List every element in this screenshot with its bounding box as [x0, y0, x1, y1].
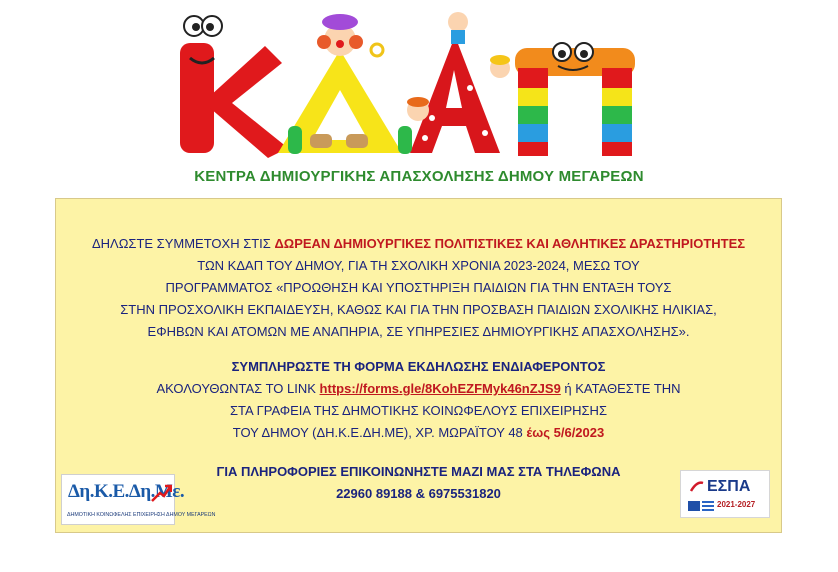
contact-phones: 22960 89188 & 6975531820: [336, 486, 501, 501]
letter-delta-icon: [278, 14, 402, 154]
p2-line4-pre: ΤΟΥ ΔΗΜΟΥ (ΔΗ.Κ.Ε.ΔΗ.ΜΕ), ΧΡ. ΜΩΡΑΪΤΟΥ 48: [232, 425, 527, 440]
dikedime-logo: [61, 474, 216, 525]
letter-alpha-icon: [398, 12, 510, 154]
p1-line1-pre: ΔΗΛΩΣΤΕ ΣΥΜΜΕΤΟΧΗ ΣΤΙΣ: [91, 236, 275, 251]
p2-line4: [56, 425, 781, 440]
p1-line2: ΤΩΝ ΚΔΑΠ ΤΟΥ ΔΗΜΟΥ, ΓΙΑ ΤΗ ΣΧΟΛΙΚΗ ΧΡΟΝΙΑ 2023-2024, ΜΕΣΩ ΤΟΥ: [197, 258, 640, 273]
activities-emphasis: ΔΗΜΙΟΥΡΓΙΚΕΣ ΠΟΛΙΤΙΣΤΙΚΕΣ ΚΑΙ ΑΘΛΗΤΙΚΕΣ ΔΡΑΣΤΗΡΙΟΤΗΤΕΣ: [330, 236, 746, 251]
p1-line4: ΣΤΗΝ ΠΡΟΣΧΟΛΙΚΗ ΕΚΠΑΙΔΕΥΣΗ, ΚΑΘΩΣ ΚΑΙ ΓΙΑ ΤΗΝ ΠΡΟΣΒΑΣΗ ΠΑΙΔΙΩΝ ΣΧΟΛΙΚΗΣ ΗΛΙΚΙΑΣ,: [120, 302, 717, 317]
form-link[interactable]: https://forms.gle/8KohEZFMyk46nZJS9: [319, 381, 561, 396]
p1-line5: ΕΦΗΒΩΝ ΚΑΙ ΑΤΟΜΩΝ ΜΕ ΑΝΑΠΗΡΙΑ, ΣΕ ΥΠΗΡΕΣΙΕΣ ΔΗΜΙΟΥΡΓΙΚΗΣ ΑΠΑΣΧΟΛΗΣΗΣ».: [147, 324, 690, 339]
p2-line2: [56, 381, 781, 396]
free-emphasis: ΔΩΡΕΑΝ: [274, 236, 331, 251]
subtitle: ΚΕΝΤΡΑ ΔΗΜΙΟΥΡΓΙΚΗΣ ΑΠΑΣΧΟΛΗΣΗΣ ΔΗΜΟΥ ΜΕΓΑΡΕΩΝ: [194, 168, 644, 185]
p1-line3: ΠΡΟΓΡΑΜΜΑΤΟΣ «ΠΡΟΩΘΗΣΗ ΚΑΙ ΥΠΟΣΤΗΡΙΞΗ ΠΑΙΔΙΩΝ ΓΙΑ ΤΗΝ ΕΝΤΑΞΗ ΤΟΥΣ: [165, 280, 672, 295]
p1-line1: [56, 236, 781, 251]
espa-swoosh-icon: [689, 479, 705, 495]
form-heading: ΣΥΜΠΛΗΡΩΣΤΕ ΤΗ ΦΟΡΜΑ ΕΚΔΗΛΩΣΗΣ ΕΝΔΙΑΦΕΡΟΝΤΟΣ: [231, 359, 606, 374]
p2-line3: ΣΤΑ ΓΡΑΦΕΙΑ ΤΗΣ ΔΗΜΟΤΙΚΗΣ ΚΟΙΝΩΦΕΛΟΥΣ ΕΠΙΧΕΙΡΗΣΗΣ: [230, 403, 607, 418]
p2-line2-pre: ΑΚΟΛΟΥΘΩΝΤΑΣ ΤΟ LINK: [156, 381, 320, 396]
letter-k-icon: [180, 16, 288, 158]
dikedime-logo-title: Δη.Κ.Ε.Δη.Με.: [68, 481, 185, 502]
letter-pi-icon: [515, 43, 635, 156]
kdap-logo-art: [170, 8, 640, 168]
espa-title: ΕΣΠΑ: [707, 478, 751, 495]
espa-years: 2021-2027: [717, 500, 756, 509]
p2-line2-post: ή ΚΑΤΑΘΕΣΤΕ ΤΗΝ: [560, 381, 681, 396]
growth-arrow-icon: [150, 483, 172, 505]
espa-logo: [680, 470, 770, 518]
dikedime-logo-subtitle: ΔΗΜΟΤΙΚΗ ΚΟΙΝΩΦΕΛΗΣ ΕΠΙΧΕΙΡΗΣΗ ΔΗΜΟΥ ΜΕΓΑΡΕΩΝ: [67, 512, 216, 518]
eu-greek-flags-icon: [688, 501, 714, 513]
deadline: έως 5/6/2023: [526, 425, 605, 440]
contact-heading: ΓΙΑ ΠΛΗΡΟΦΟΡΙΕΣ ΕΠΙΚΟΙΝΩΝΗΣΤΕ ΜΑΖΙ ΜΑΣ ΣΤΑ ΤΗΛΕΦΩΝΑ: [216, 464, 621, 479]
